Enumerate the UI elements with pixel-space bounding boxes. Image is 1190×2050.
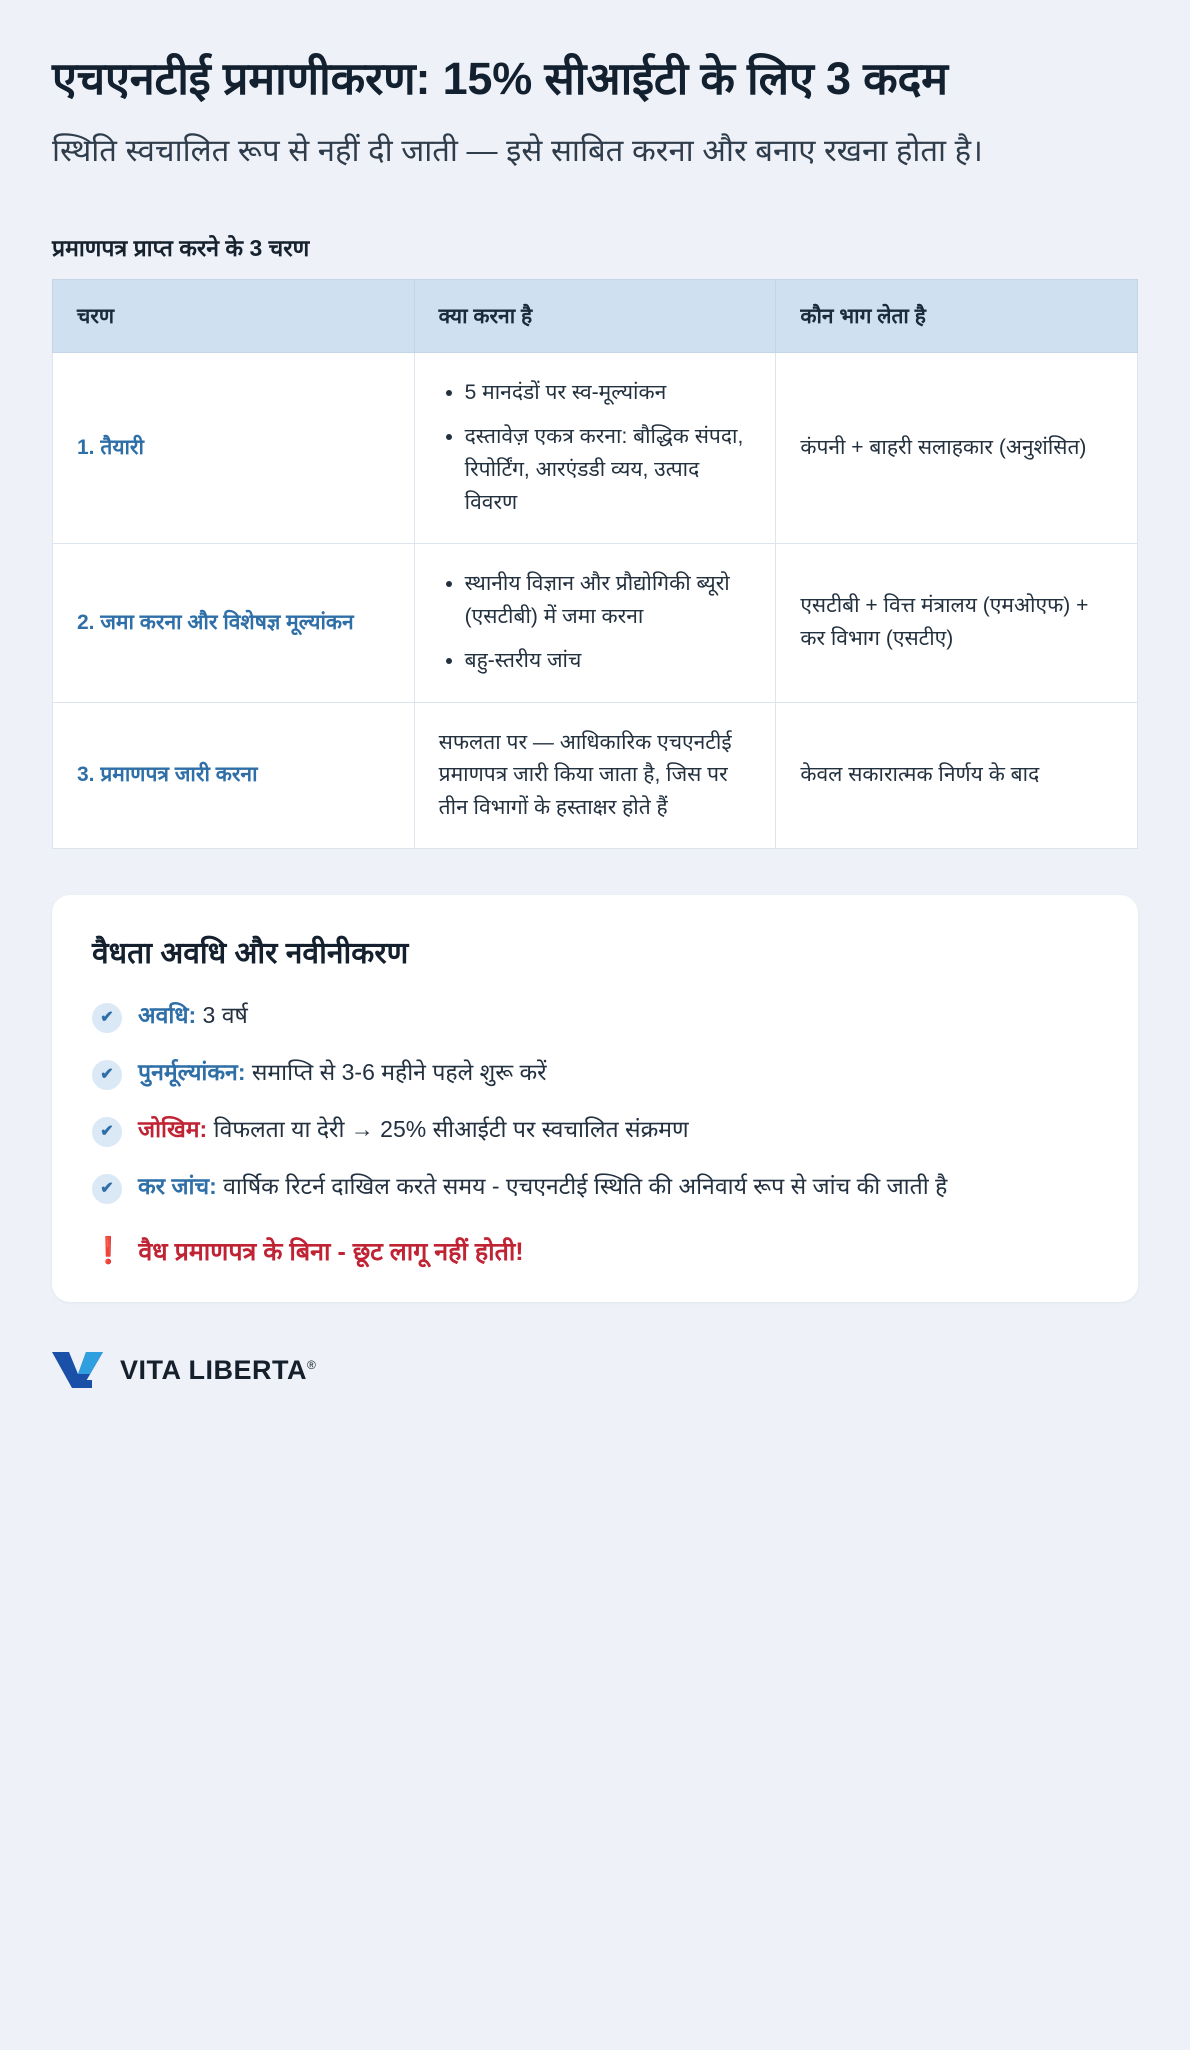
check-icon: ✔ — [92, 1174, 122, 1204]
vita-liberta-logo-icon — [52, 1350, 104, 1390]
list-item-label: अवधि: — [138, 1002, 197, 1029]
step-name: 2. जमा करना और विशेषज्ञ मूल्यांकन — [53, 544, 415, 703]
column-header-step: चरण — [53, 279, 415, 352]
list-item-text — [138, 998, 1098, 1033]
warning-text: वैध प्रमाणपत्र के बिना - छूट लागू नहीं होती! — [138, 1238, 524, 1267]
steps-section-heading: प्रमाणपत्र प्राप्त करने के 3 चरण — [52, 234, 310, 261]
warning-note — [92, 1234, 1098, 1268]
exclamation-icon: ❗ — [92, 1235, 125, 1266]
step-name: 1. तैयारी — [53, 352, 415, 543]
step-who: कंपनी + बाहरी सलाहकार (अनुशंसित) — [776, 352, 1138, 543]
step-action — [414, 352, 776, 543]
step-who: एसटीबी + वित्त मंत्रालय (एमओएफ) + कर विभाग (एसटीए) — [776, 544, 1138, 703]
list-item-value: वार्षिक रिटर्न दाखिल करते समय - एचएनटीई स्थिति की अनिवार्य रूप से जांच की जाती है — [216, 1173, 948, 1200]
list-item-value: समाप्ति से 3-6 महीने पहले शुरू करें — [245, 1059, 547, 1086]
step-action: सफलता पर — आधिकारिक एचएनटीई प्रमाणपत्र जारी किया जाता है, जिस पर तीन विभागों के हस्ताक्षर होते हैं — [414, 702, 776, 849]
list-item-value: 3 वर्ष — [196, 1002, 248, 1029]
check-icon: ✔ — [92, 1060, 122, 1090]
list-item-value: विफलता या देरी → 25% सीआईटी पर स्वचालित संक्रमण — [207, 1116, 689, 1143]
validity-card-title: वैधता अवधि और नवीनीकरण — [92, 937, 409, 971]
brand-text: VITA LIBERTA — [120, 1354, 307, 1385]
footer — [52, 1350, 1138, 1390]
validity-card — [52, 895, 1138, 1302]
list-item — [92, 998, 1098, 1033]
list-item: • दस्तावेज़ एकत्र करना: बौद्धिक संपदा, रिपोर्टिंग, आरएंडडी व्यय, उत्पाद विवरण — [465, 421, 752, 519]
list-item-text — [138, 1055, 1098, 1090]
check-icon: ✔ — [92, 1117, 122, 1147]
step-action-list — [439, 377, 752, 519]
list-item: • बहु-स्तरीय जांच — [465, 645, 752, 678]
table-row — [53, 544, 1138, 703]
steps-table — [52, 279, 1138, 849]
registered-mark: ® — [306, 1357, 317, 1372]
validity-list — [92, 998, 1098, 1204]
column-header-who: कौन भाग लेता है — [776, 279, 1138, 352]
step-who: केवल सकारात्मक निर्णय के बाद — [776, 702, 1138, 849]
step-name: 3. प्रमाणपत्र जारी करना — [53, 702, 415, 849]
page-subtitle: स्थिति स्वचालित रूप से नहीं दी जाती — इसे साबित करना और बनाए रखना होता है। — [52, 132, 983, 168]
brand-name — [120, 1355, 316, 1386]
list-item-text — [138, 1112, 1098, 1147]
list-item — [92, 1169, 1098, 1204]
table-row — [53, 702, 1138, 849]
list-item — [92, 1055, 1098, 1090]
list-item — [92, 1112, 1098, 1147]
step-action — [414, 544, 776, 703]
list-item: • स्थानीय विज्ञान और प्रौद्योगिकी ब्यूरो (एसटीबी) में जमा करना — [465, 568, 752, 633]
check-icon: ✔ — [92, 1003, 122, 1033]
list-item: • 5 मानदंडों पर स्व-मूल्यांकन — [465, 377, 752, 410]
page-title: एचएनटीई प्रमाणीकरण: 15% सीआईटी के लिए 3 कदम — [52, 53, 948, 104]
list-item-text — [138, 1169, 1098, 1204]
list-item-label: कर जांच: — [138, 1173, 217, 1200]
table-header-row — [53, 279, 1138, 352]
table-row — [53, 352, 1138, 543]
list-item-label: पुनर्मूल्यांकन: — [138, 1059, 246, 1086]
step-action-list — [439, 568, 752, 678]
column-header-action: क्या करना है — [414, 279, 776, 352]
list-item-label: जोखिम: — [138, 1116, 208, 1143]
